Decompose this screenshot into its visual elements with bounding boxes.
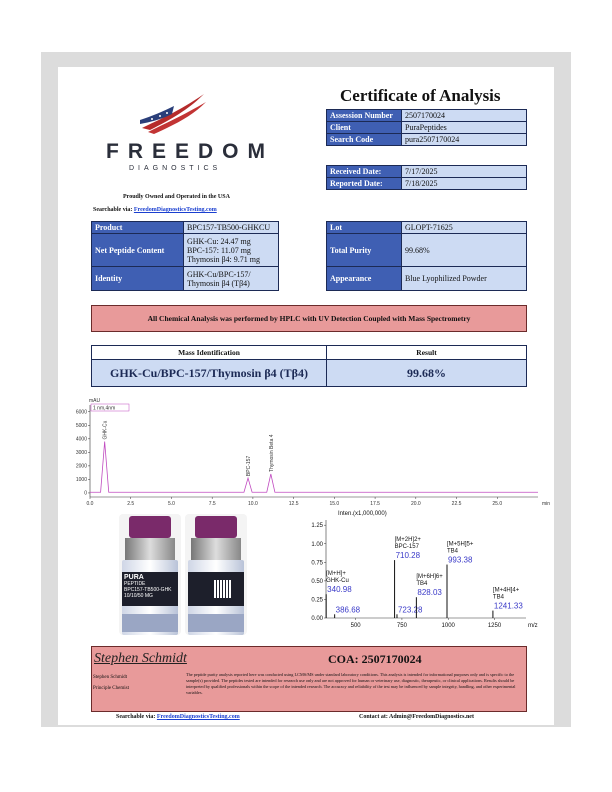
mass-value-right: 99.68%	[326, 359, 527, 387]
y-axis-label: mAU	[89, 398, 101, 404]
x-tick-label: 10.0	[248, 501, 258, 507]
assessment-value: pura2507170024	[401, 133, 527, 146]
x-tick-label: 500	[350, 623, 361, 629]
peak-mz-label: 993.38	[447, 555, 473, 565]
logo-wordmark: FREEDOM	[106, 140, 274, 163]
searchable-prefix: Searchable via:	[116, 714, 156, 720]
searchable-top	[93, 207, 217, 213]
peak-ion-label: [M+6H]6+	[416, 574, 443, 581]
signer-name: Stephen Schmidt	[93, 675, 128, 680]
x-axis-label: min	[541, 501, 551, 507]
y-tick-label: 0.25	[311, 597, 323, 604]
x-axis-label: m/z	[528, 623, 538, 629]
y-tick-label: 1000	[75, 476, 87, 483]
vial-powder	[122, 614, 178, 632]
vial-cap	[129, 516, 171, 538]
lot-label: Lot	[326, 221, 402, 234]
peak-ion-label: TB4	[446, 548, 459, 555]
method-banner: All Chemical Analysis was performed by HPLC with UV Detection Coupled with Mass Spectrometry	[91, 305, 527, 332]
searchable-link[interactable]: FreedomDiagnosticsTesting.com	[156, 714, 240, 720]
y-tick-label: 4000	[75, 436, 87, 443]
signature: Stephen Schmidt	[94, 651, 187, 666]
vial-crimp	[191, 538, 241, 560]
legend-label: 1 nm,4nm	[93, 405, 116, 412]
y-tick-label: 0.00	[311, 616, 323, 622]
x-tick-label: 12.5	[288, 501, 299, 507]
qr-code-icon	[214, 580, 232, 598]
date-label: Received Date:	[326, 165, 402, 178]
peak-ion-label: [M+5H]5+	[446, 541, 474, 548]
vial-photo-front	[119, 514, 181, 635]
peak-mz-label: 1241.33	[493, 601, 523, 611]
y-tick-label: 5000	[75, 422, 87, 429]
vial-cap	[195, 516, 237, 538]
date-value: 7/17/2025	[401, 165, 527, 178]
vial-photo-side	[185, 514, 247, 635]
peak-ion-label: [M+H]+	[326, 571, 346, 578]
vial-label-line: BPC157-TB500-GHK	[124, 587, 172, 593]
signer-role: Principle Chemist	[93, 686, 129, 691]
vial-label-line: 10/10/50 MG	[124, 593, 153, 599]
contact-text: Contact at: Admin@FreedomDiagnostics.net	[359, 714, 474, 720]
net-content-value	[183, 233, 279, 267]
chromatogram-trace	[90, 442, 538, 493]
x-tick-label: 25.0	[492, 501, 503, 507]
searchable-bottom	[116, 714, 240, 720]
y-tick-label: 1.00	[311, 541, 323, 548]
hplc-chromatogram	[60, 393, 552, 509]
content-line: GHK-Cu: 24.47 mg	[187, 236, 251, 246]
net-content-label: Net Peptide Content	[91, 233, 184, 267]
x-tick-label: 1000	[441, 623, 455, 629]
vial-label	[122, 572, 178, 606]
vial-brand2: PEPTIDE	[124, 581, 146, 587]
y-tick-label: 0	[84, 490, 87, 497]
mass-spectrum	[296, 508, 536, 638]
x-tick-label: 22.5	[451, 501, 462, 507]
y-tick-label: 1.25	[311, 523, 323, 530]
x-tick-label: 1250	[487, 623, 502, 629]
peak-mz-label: 386.68	[335, 605, 361, 615]
product-label: Product	[91, 221, 184, 234]
logo-subtitle: DIAGNOSTICS	[129, 165, 222, 172]
y-tick-label: 0.50	[311, 578, 323, 585]
x-tick-label: 0.0	[86, 501, 94, 507]
owned-text: Proudly Owned and Operated in the USA	[123, 194, 230, 200]
searchable-link[interactable]: FreedomDiagnosticsTesting.com	[133, 207, 217, 213]
appearance-label: Appearance	[326, 266, 402, 291]
purity-label: Total Purity	[326, 233, 402, 267]
peak-mz-label: 710.28	[395, 551, 421, 561]
x-tick-label: 17.5	[370, 501, 380, 507]
assessment-label: Assession Number	[326, 109, 402, 122]
appearance-value: Blue Lyophilized Powder	[401, 266, 527, 291]
y-tick-label: 0.75	[311, 560, 323, 567]
coa-number: COA: 2507170024	[328, 652, 422, 666]
x-tick-label: 7.5	[208, 501, 216, 507]
identity-value	[183, 266, 279, 291]
peak-ion-label: [M+2H]2+	[394, 537, 421, 544]
mass-header-left: Mass Identification	[91, 345, 327, 360]
peak-ion-label: [M+4H]4+	[492, 587, 520, 594]
identity-label: Identity	[91, 266, 184, 291]
vial-brand: PURA	[124, 574, 144, 581]
x-tick-label: 750	[396, 623, 407, 629]
x-tick-label: 20.0	[410, 501, 421, 507]
peak-ion-label: TB4	[492, 594, 504, 601]
peak-label: GHK-Cu	[102, 420, 109, 440]
assessment-value: 2507170024	[401, 109, 527, 122]
chart-title: Inten.(x1,000,000)	[338, 511, 387, 517]
peak-label: BPC-157	[246, 455, 253, 477]
flag-logo-icon	[138, 90, 208, 136]
peak-ion-label: TB4	[416, 581, 428, 588]
assessment-value: PuraPeptides	[401, 121, 527, 134]
lot-value: GLOPT-71625	[401, 221, 527, 234]
identity-line: Thymosin β4 (Tβ4)	[187, 278, 250, 288]
assessment-label: Client	[326, 121, 402, 134]
identity-line: GHK-Cu/BPC-157/	[187, 269, 251, 279]
mass-value-left: GHK-Cu/BPC-157/Thymosin β4 (Tβ4)	[91, 359, 327, 387]
x-tick-label: 15.0	[329, 501, 340, 507]
peak-mz-label: 340.98	[327, 585, 352, 595]
content-line: BPC-157: 11.07 mg	[187, 245, 251, 255]
mass-header-right: Result	[326, 345, 527, 360]
assessment-label: Search Code	[326, 133, 402, 146]
vial-label-back	[188, 572, 244, 606]
disclaimer-text: The peptide purity analysis reported here was conducted using LCMS/MS under standard laboratory conditions. This analysis is intended for informational purposes only and is specific to the sample(s) provided. The peptides tested are intended for research use only and are not approved for human or veterinary use, diagnostic, therapeutic, or clinical applications. Results should be interpreted by qualified professionals within the scope of the intended research. The accuracy and reliability of the test may be influenced by sample integrity, handling, and other experimental variables.	[186, 672, 516, 695]
purity-value: 99.68%	[401, 233, 527, 267]
searchable-prefix: Searchable via:	[93, 207, 133, 213]
date-value: 7/18/2025	[401, 177, 527, 190]
y-tick-label: 2000	[75, 463, 87, 470]
x-tick-label: 2.5	[127, 501, 135, 507]
x-tick-label: 5.0	[167, 501, 175, 507]
y-tick-label: 6000	[75, 409, 87, 416]
vial-crimp	[125, 538, 175, 560]
peak-mz-label: 828.03	[417, 588, 442, 598]
peak-ion-label: BPC-157	[394, 544, 419, 551]
peak-mz-label: 723.28	[397, 605, 423, 615]
product-value: BPC157-TB500-GHKCU	[183, 221, 279, 234]
peak-label: Thymosin Beta 4	[268, 434, 275, 472]
vial-powder	[188, 614, 244, 632]
content-line: Thymosin β4: 9.71 mg	[187, 254, 260, 264]
page-title: Certificate of Analysis	[340, 86, 501, 105]
date-label: Reported Date:	[326, 177, 402, 190]
peak-ion-label: GHK-Cu	[326, 578, 349, 585]
y-tick-label: 3000	[75, 449, 87, 456]
